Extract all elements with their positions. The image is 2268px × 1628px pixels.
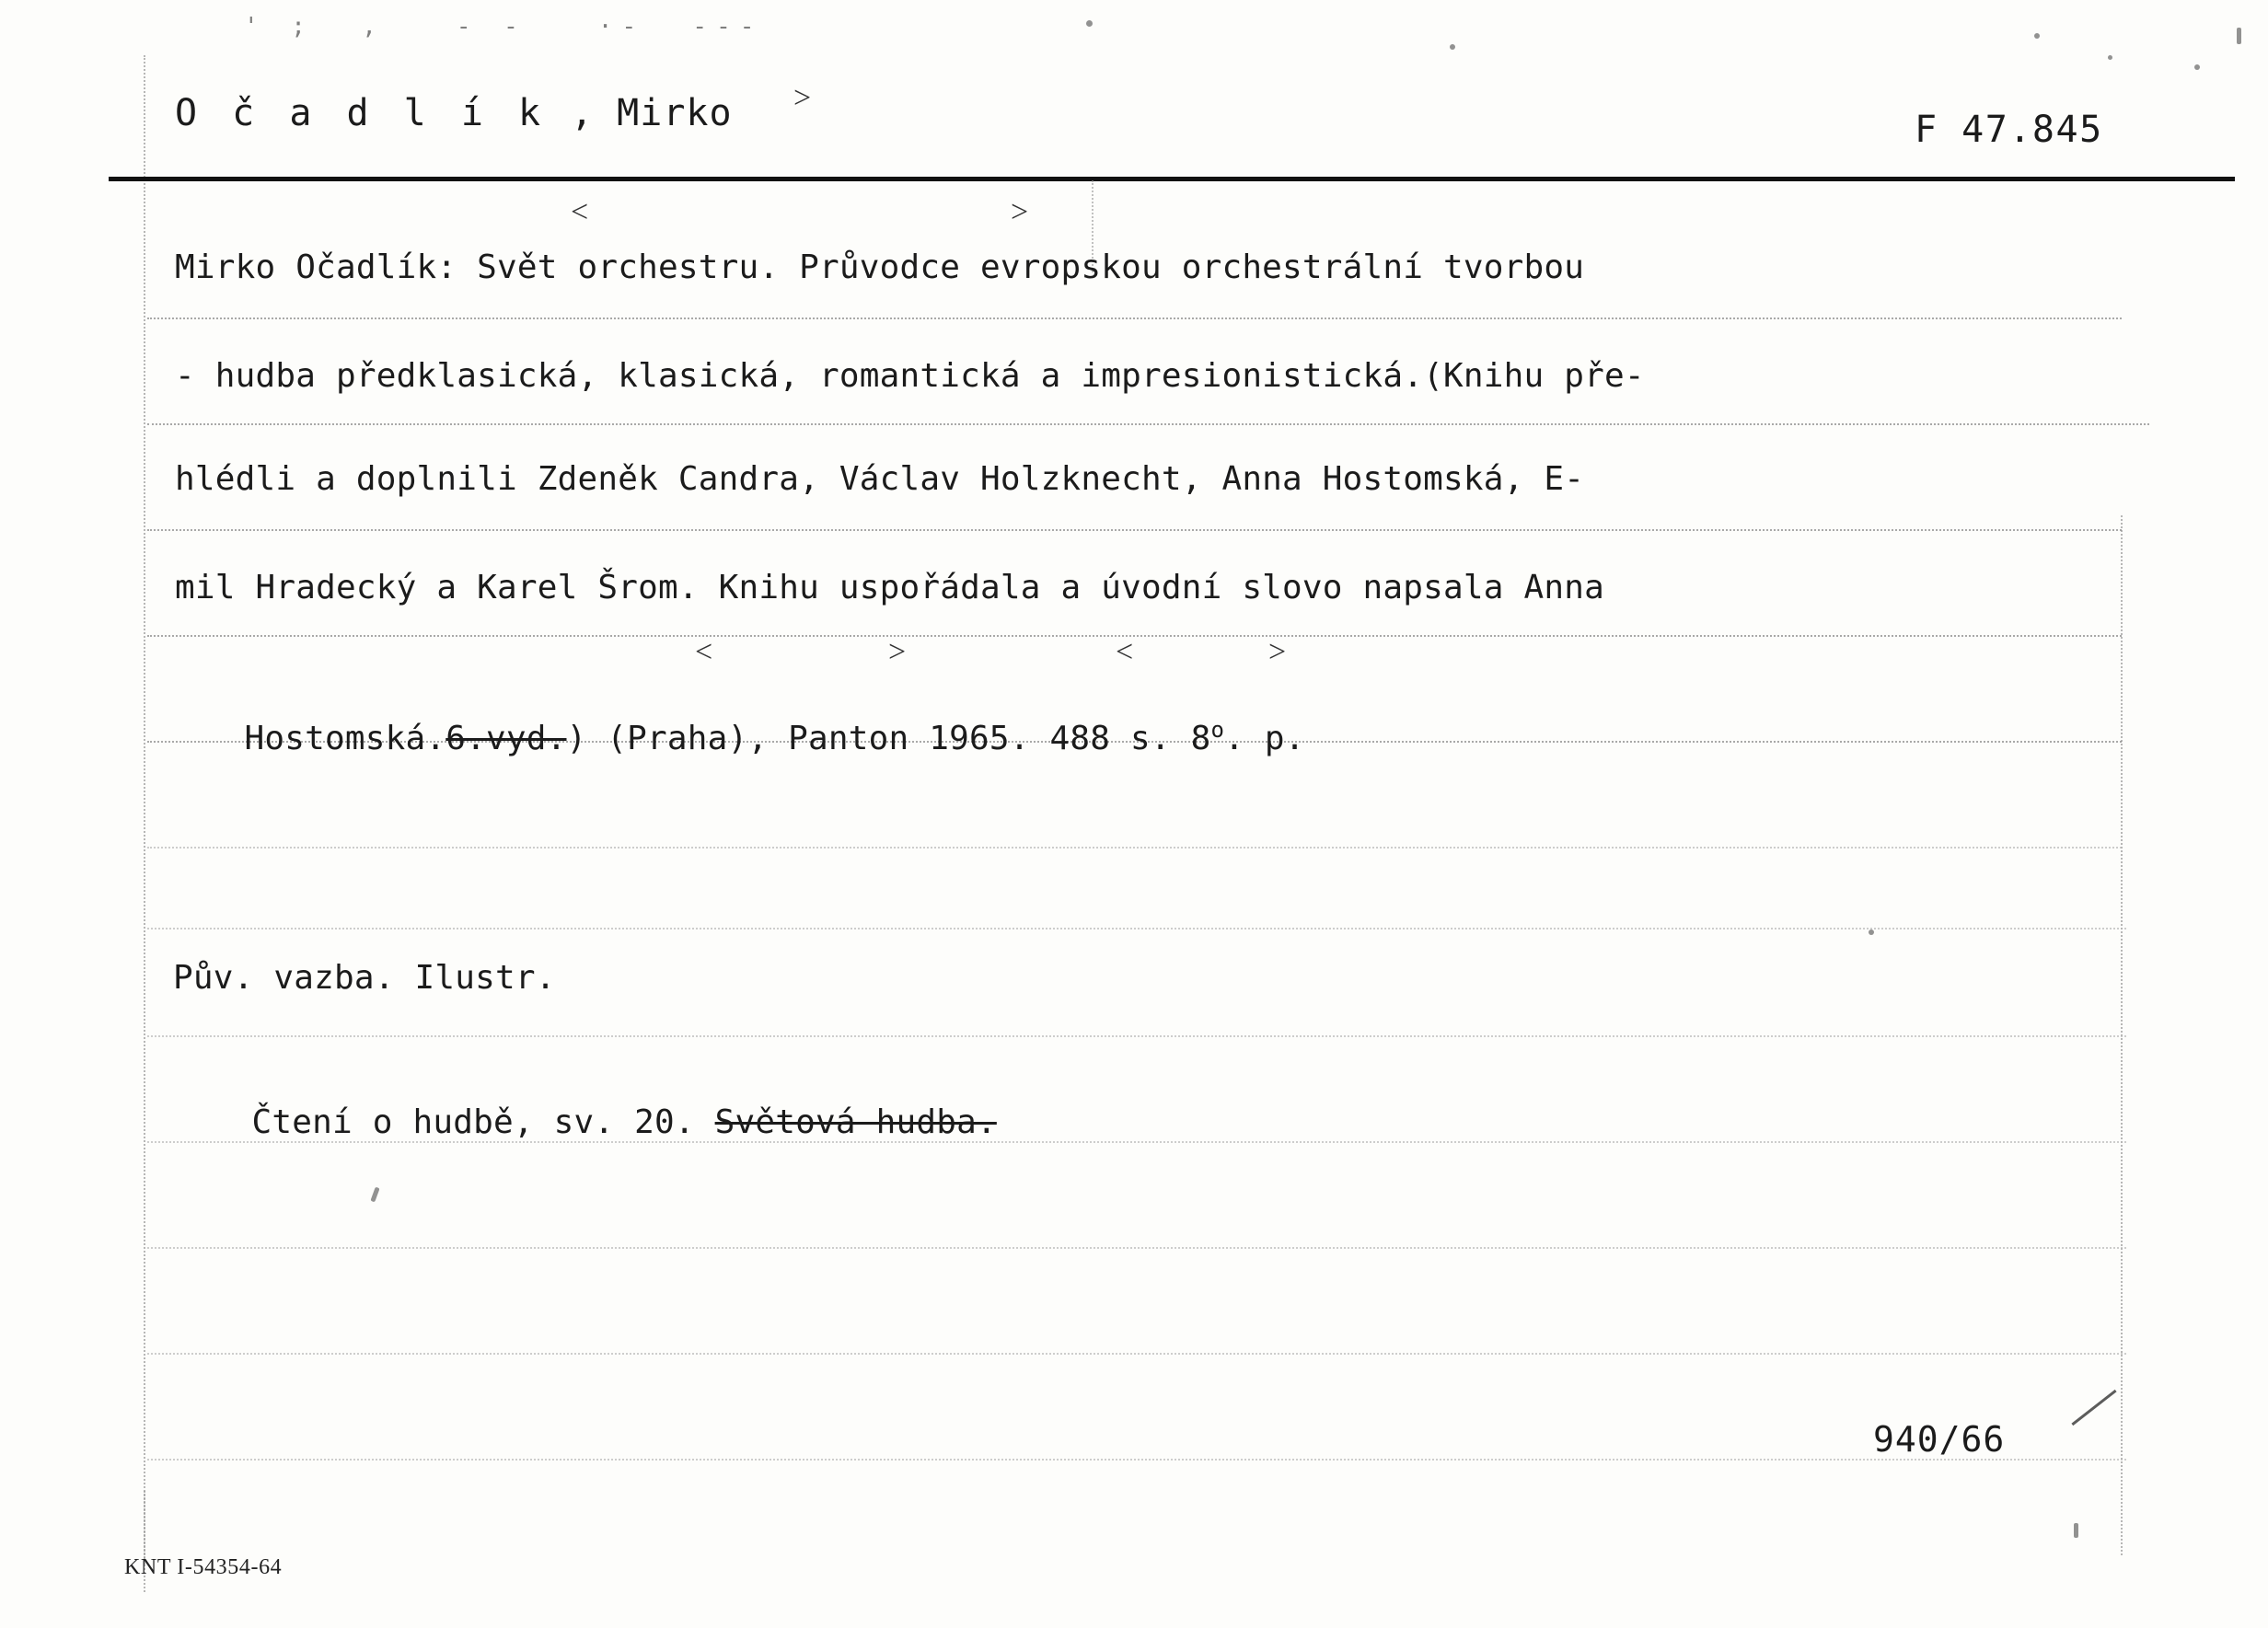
pencil-slash (2071, 1390, 2116, 1426)
speck (2108, 55, 2112, 60)
body-rule (147, 1353, 2126, 1355)
body-rule (147, 1459, 2126, 1461)
imprint-tail: . p. (1224, 720, 1305, 757)
caret-mark-icon: < (1116, 635, 1134, 669)
body-rule (147, 635, 2122, 637)
caret-mark-icon: > (888, 635, 907, 669)
call-number: F 47.845 (1915, 109, 2103, 151)
caret-mark-icon: > (1268, 635, 1287, 669)
accession-number: 940/66 (1873, 1419, 2006, 1460)
pencil-mark (370, 1187, 379, 1203)
body-line-1: Mirko Očadlík: Svět orchestru. Průvodce evropskou orchestrální tvorbou (175, 248, 1585, 286)
speck (2074, 1523, 2078, 1538)
body-rule (147, 928, 2126, 929)
body-rule (147, 1035, 2126, 1037)
body-line-3: hlédli a doplnili Zdeněk Candra, Václav Holzknecht, Anna Hostomská, E- (175, 460, 1585, 498)
speck (1450, 44, 1455, 50)
imprint-struck-edition: 6.vyd. (446, 720, 567, 757)
series-line (171, 1066, 997, 1179)
printer-code: KNT I-54354-64 (124, 1555, 283, 1579)
body-rule (147, 318, 2122, 319)
body-rule (147, 529, 2122, 531)
body-rule (147, 1247, 2126, 1249)
speck (2194, 64, 2200, 70)
body-line-4: mil Hradecký a Karel Šrom. Knihu uspořádala a úvodní slovo napsala Anna (175, 569, 1605, 606)
speck (2237, 28, 2241, 44)
body-line-2: - hudba předklasická, klasická, romantická a impresionistická.(Knihu pře- (175, 357, 1645, 395)
imprint-suffix: ) (Praha), Panton 1965. 488 s. 8 (566, 720, 1211, 757)
header-divider (109, 177, 2235, 181)
imprint-prefix: Hostomská. (244, 720, 446, 757)
author-heading: O č a d l í k (175, 92, 548, 134)
speck (1086, 20, 1093, 27)
series-prefix: Čtení o hudbě, sv. 20. (251, 1103, 715, 1141)
caret-mark-icon: < (571, 195, 589, 229)
speck (2034, 33, 2040, 39)
series-struck: Světová hudba. (714, 1103, 997, 1141)
caret-mark-icon: < (695, 635, 713, 669)
imprint-superscript: o (1210, 717, 1225, 743)
top-pencil-scribble: ' ; , - - ·- --- (244, 13, 764, 40)
caret-mark-icon: > (1011, 195, 1029, 229)
left-margin-rule (144, 55, 145, 1564)
body-rule (147, 423, 2149, 425)
body-rule (147, 847, 2122, 849)
author-heading-rest: , Mirko (571, 92, 733, 134)
speck (1869, 929, 1874, 935)
imprint-line (164, 679, 1305, 795)
caret-mark-icon: > (793, 81, 812, 115)
note-line-1: Pův. vazba. Ilustr. (173, 959, 556, 997)
